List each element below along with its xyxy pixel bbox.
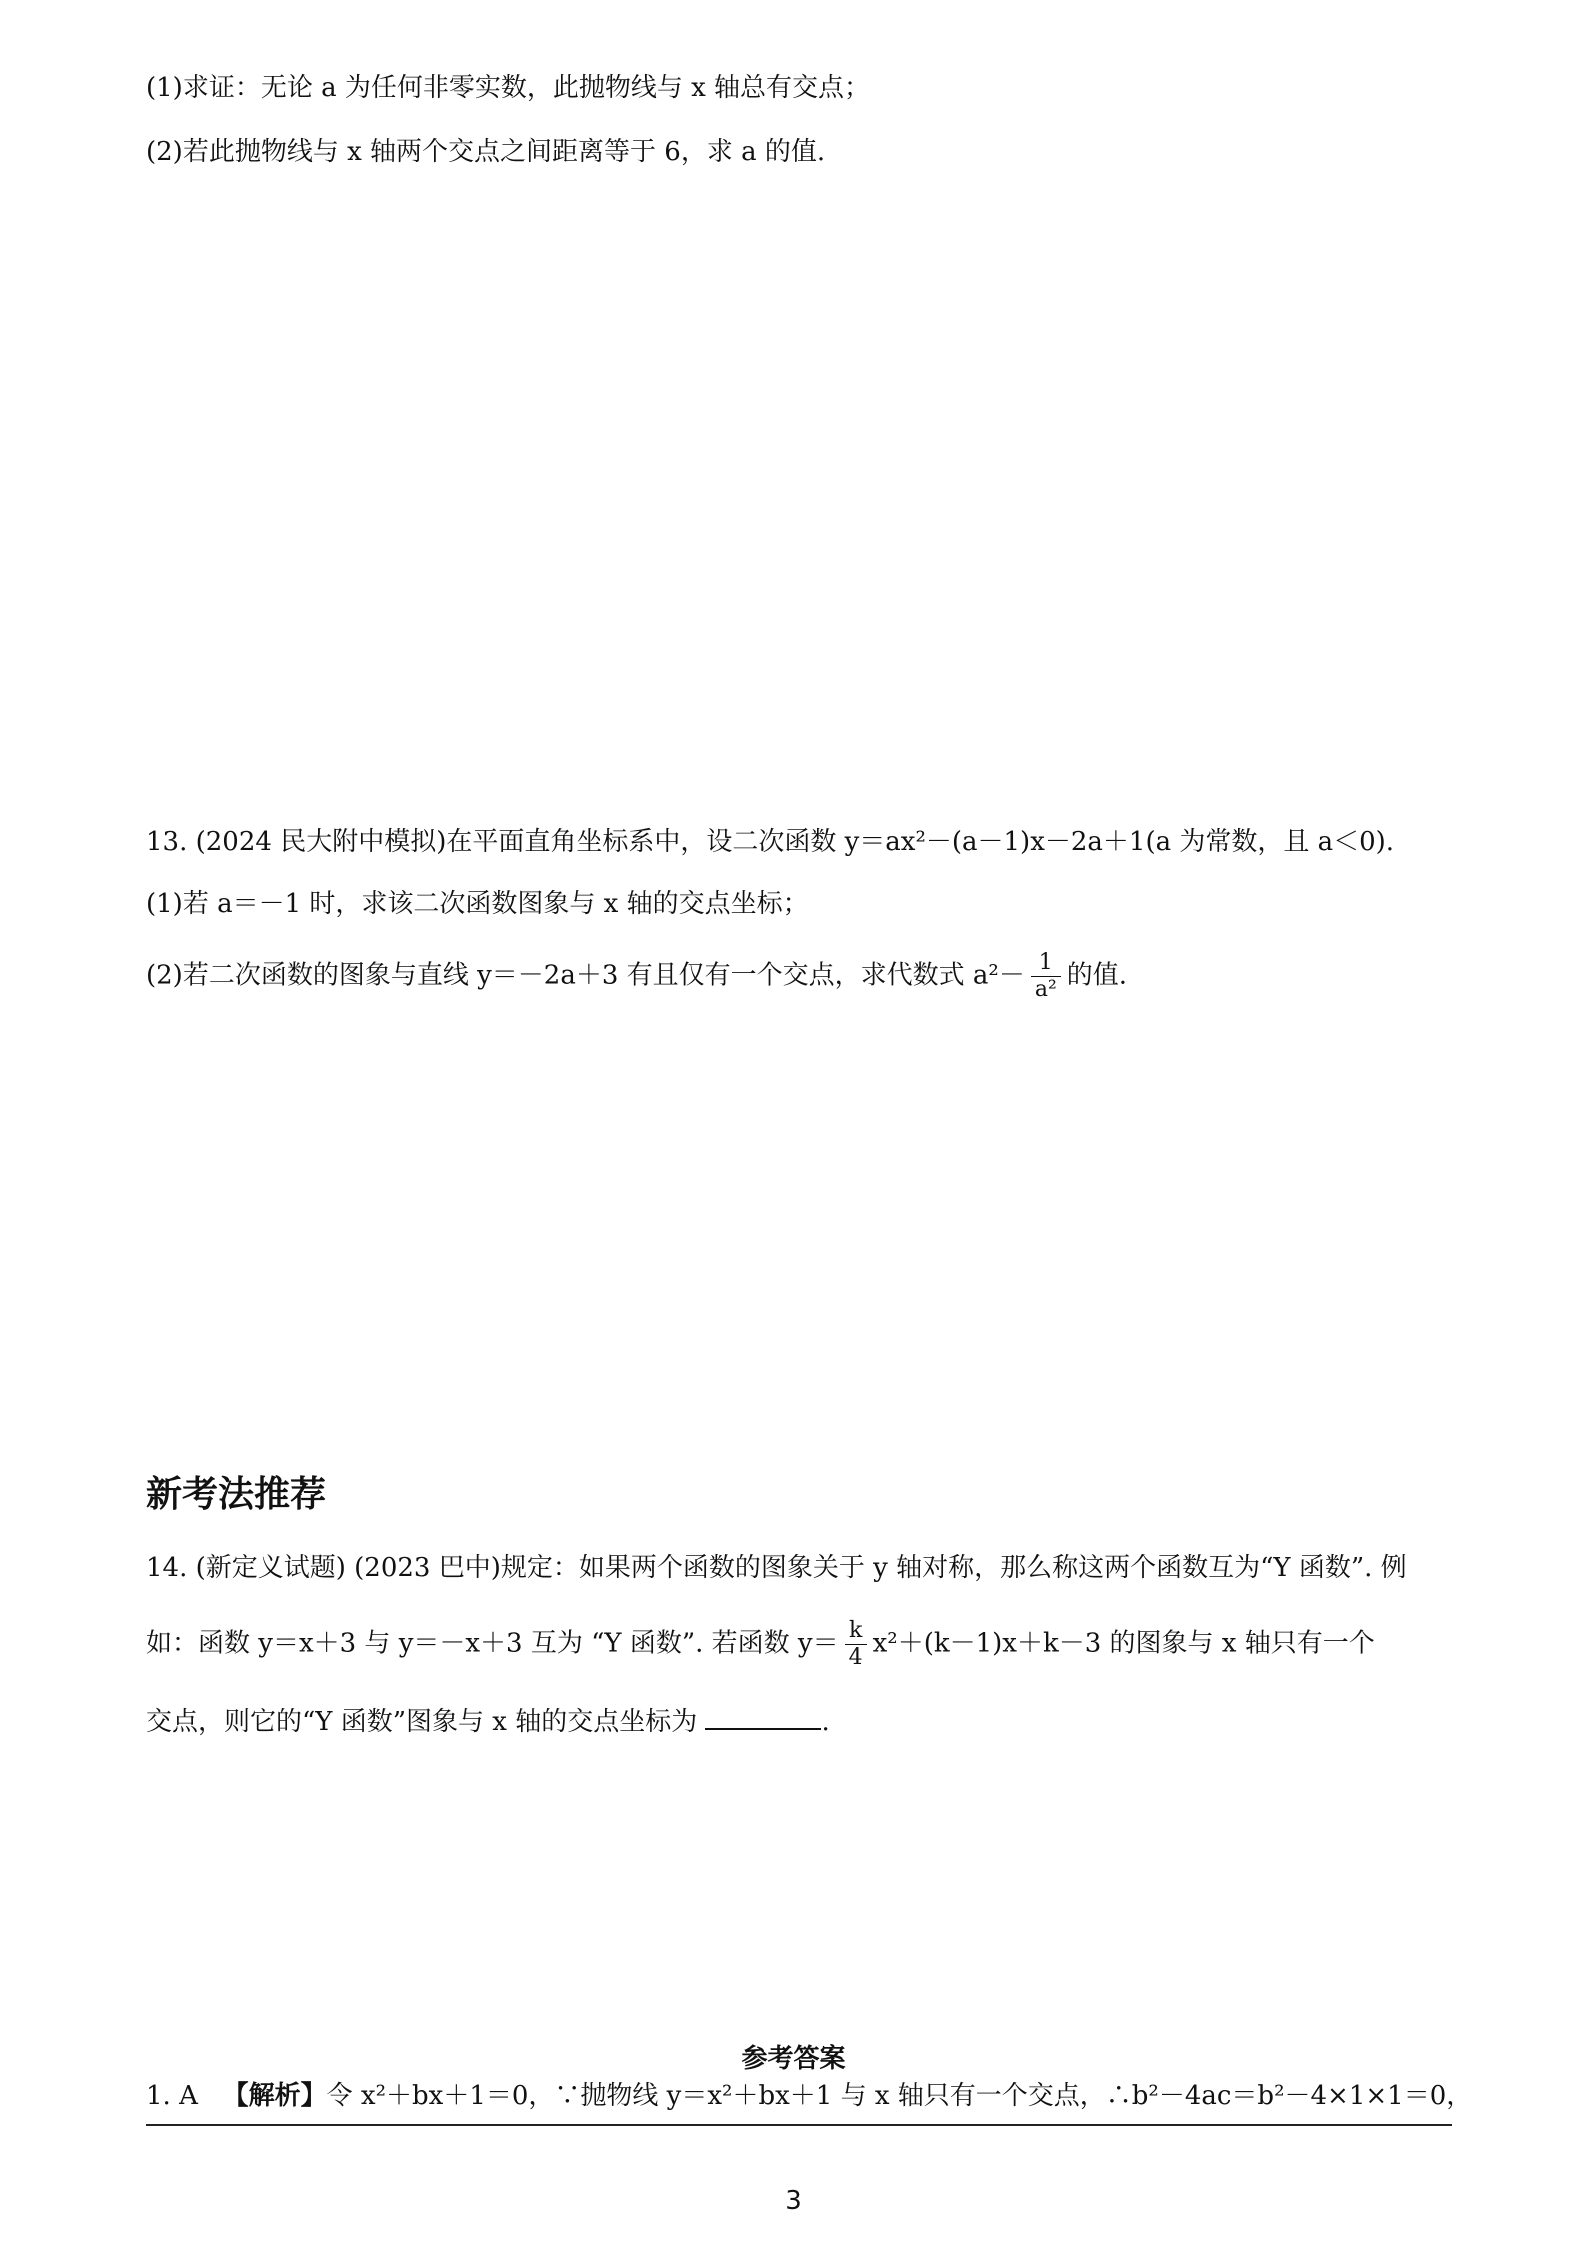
q12-part1: (1)求证：无论 a 为任何非零实数，此抛物线与 x 轴总有交点； bbox=[146, 73, 871, 103]
section-heading: 新考法推荐 bbox=[146, 1474, 327, 1515]
q13-part1: (1)若 a＝－1 时，求该二次函数图象与 x 轴的交点坐标； bbox=[146, 889, 809, 919]
q14-line1: 14. (新定义试题) (2023 巴中)规定：如果两个函数的图象关于 y 轴对称，那么称这两个函数互为“Y 函数”. 例 bbox=[146, 1553, 1407, 1583]
q14-line2-end: x²＋(k－1)x＋k－3 的图象与 x 轴只有一个 bbox=[872, 1628, 1375, 1659]
fraction-denominator: a² bbox=[1034, 977, 1057, 1002]
q13-part2-text: (2)若二次函数的图象与直线 y＝－2a＋3 有且仅有一个交点，求代数式 a²－ bbox=[146, 960, 1025, 991]
q14-line3-text: 交点，则它的“Y 函数”图象与 x 轴的交点坐标为 bbox=[146, 1707, 698, 1737]
answer-blank[interactable] bbox=[705, 1700, 821, 1730]
fraction-k-over-4 bbox=[845, 1618, 867, 1671]
q12-part2: (2)若此抛物线与 x 轴两个交点之间距离等于 6，求 a 的值. bbox=[146, 137, 826, 167]
answer-1 bbox=[146, 2076, 1472, 2116]
answer-1-analysis-tag: 【解析】 bbox=[222, 2081, 327, 2111]
q14-line3-end: . bbox=[821, 1707, 830, 1737]
fraction-one-over-a-squared bbox=[1031, 950, 1061, 1003]
answers-title: 参考答案 bbox=[741, 2044, 846, 2074]
answer-1-label: 1. A bbox=[146, 2081, 198, 2111]
q13-stem: 13. (2024 民大附中模拟)在平面直角坐标系中，设二次函数 y＝ax²－(a－1)x－2a＋1(a 为常数，且 a＜0). bbox=[146, 827, 1395, 857]
q14-line3 bbox=[146, 1700, 830, 1742]
answer-1-body: 令 x²＋bx＋1＝0，∵抛物线 y＝x²＋bx＋1 与 x 轴只有一个交点，∴b²－4ac＝b²－4×1×1＝0， bbox=[326, 2081, 1473, 2111]
fraction-numerator: k bbox=[845, 1618, 867, 1645]
q13-part2-end: 的值. bbox=[1066, 960, 1128, 991]
q14-line2-text: 如：函数 y＝x＋3 与 y＝－x＋3 互为 “Y 函数”. 若函数 y＝ bbox=[146, 1628, 839, 1659]
q13-part2 bbox=[146, 950, 1127, 1003]
fraction-denominator: 4 bbox=[848, 1645, 863, 1670]
q14-line2 bbox=[146, 1618, 1375, 1671]
page-number: 3 bbox=[785, 2186, 802, 2216]
fraction-numerator: 1 bbox=[1031, 950, 1061, 977]
bottom-divider bbox=[146, 2124, 1452, 2126]
